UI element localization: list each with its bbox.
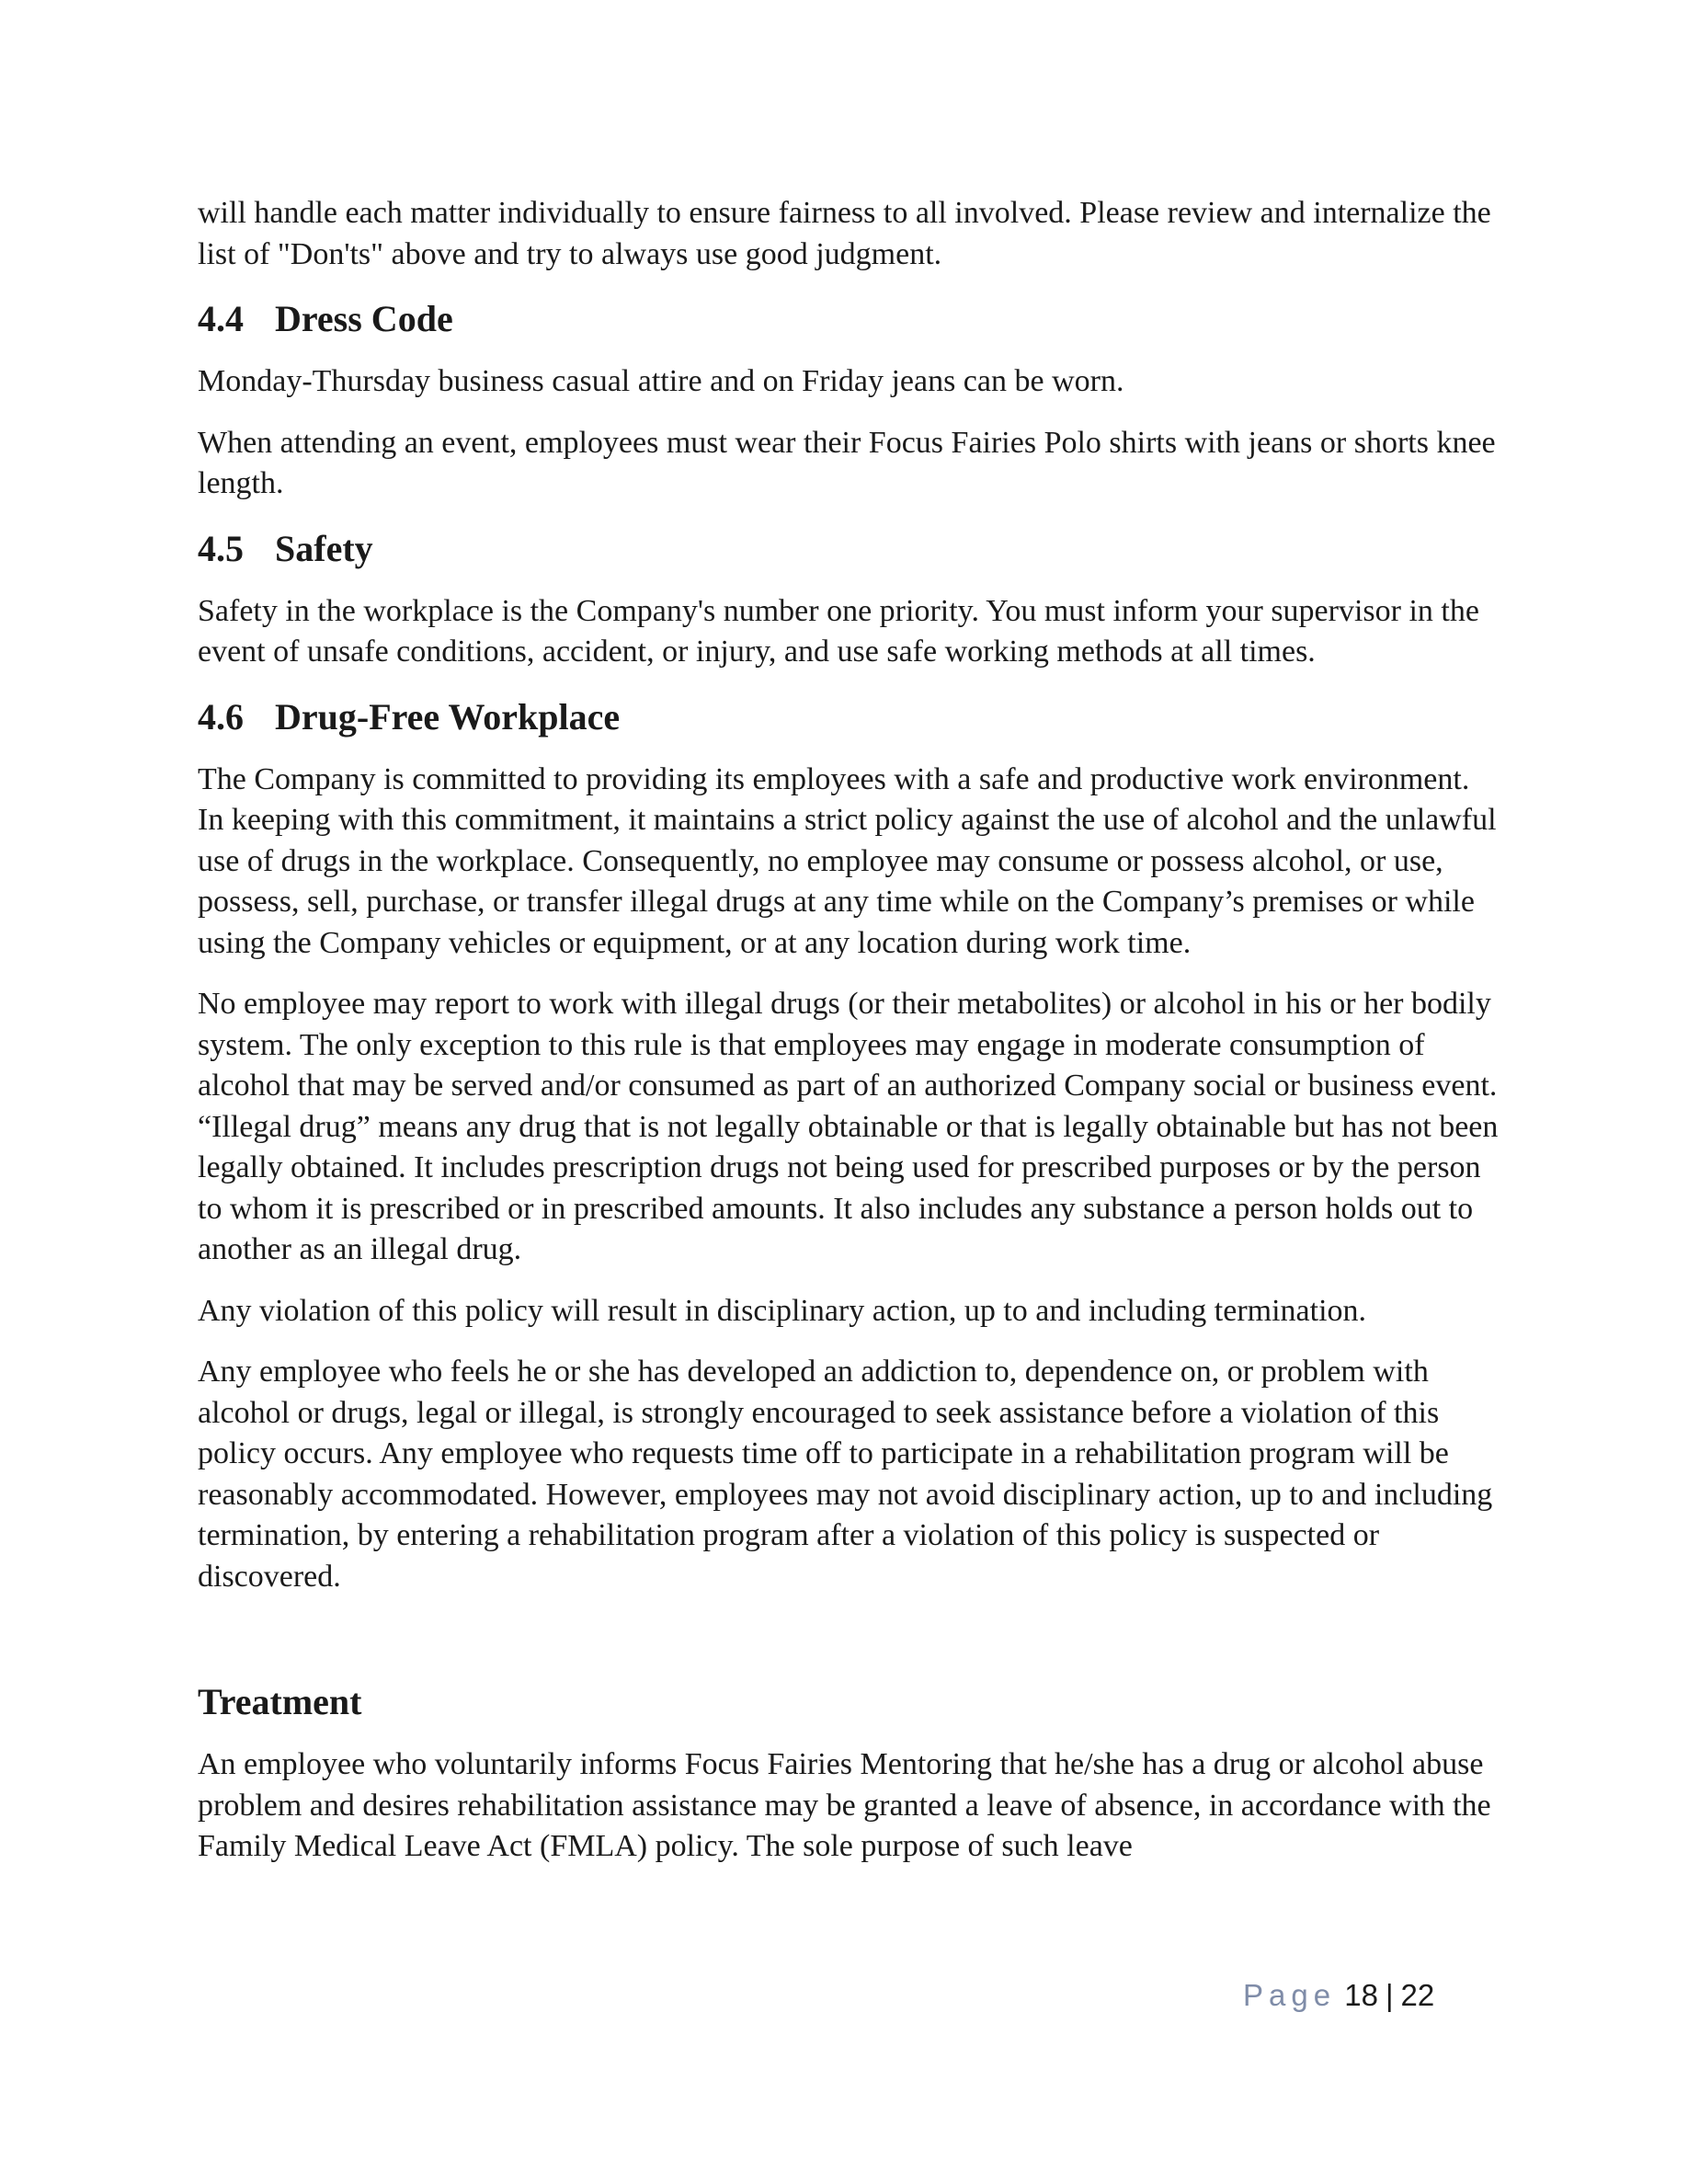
section-number: 4.6 [198, 695, 244, 738]
page-label: Page [1243, 1978, 1337, 2012]
page-separator: | [1385, 1978, 1394, 2012]
current-page-number: 18 [1344, 1978, 1378, 2012]
section-title: Safety [275, 527, 373, 569]
section-title: Drug-Free Workplace [275, 695, 621, 738]
section-number: 4.4 [198, 298, 244, 339]
document-page [198, 193, 1503, 1888]
section-heading-safety [198, 525, 1503, 573]
heading-treatment: Treatment [198, 1681, 362, 1722]
dress-code-paragraph-1: Monday-Thursday business casual attire and on Friday jeans can be worn. [198, 364, 1124, 398]
treatment-paragraph: An employee who voluntarily informs Focus Fairies Mentoring that he/she has a drug or alcohol abuse problem and desires rehabilitation assistance may be granted a leave of absence, in accordance with the Family Medical Leave Act (FMLA) policy. The sole purpose of such leave [198, 1747, 1491, 1863]
total-page-count: 22 [1400, 1978, 1435, 2012]
section-heading-dress-code [198, 295, 1503, 343]
intro-paragraph: will handle each matter individually to ensure fairness to all involved. Please review and internalize the list of "Don'ts" above and try to always use good judgment. [198, 196, 1491, 271]
drug-free-paragraph-2: No employee may report to work with illegal drugs (or their metabolites) or alcohol in his or her bodily system. The only exception to this rule is that employees may engage in moderate consumption of alcohol that may be served and/or consumed as part of an authorized Company social or business event. “Illegal drug” means any drug that is not legally obtainable or that is legally obtainable but has not been legally obtained. It includes prescription drugs not being used for prescribed purposes or by the person to whom it is prescribed or in prescribed amounts. It also includes any substance a person holds out to another as an illegal drug. [198, 987, 1499, 1266]
drug-free-paragraph-3: Any violation of this policy will result in disciplinary action, up to and including termination. [198, 1293, 1367, 1328]
page-footer [1243, 1977, 1434, 2014]
safety-paragraph: Safety in the workplace is the Company's number one priority. You must inform your supervisor in the event of unsafe conditions, accident, or injury, and use safe working methods at all times. [198, 593, 1479, 669]
drug-free-paragraph-4: Any employee who feels he or she has developed an addiction to, dependence on, or problem with alcohol or drugs, legal or illegal, is strongly encouraged to seek assistance before a violation of this policy occurs. Any employee who requests time off to participate in a rehabilitation program will be reasonably accommodated. However, employees may not avoid disciplinary action, up to and including termination, by entering a rehabilitation program after a violation of this policy is suspected or discovered. [198, 1355, 1493, 1594]
drug-free-paragraph-1: The Company is committed to providing its employees with a safe and productive work environment. In keeping with this commitment, it maintains a strict policy against the use of alcohol and the unlawful use of drugs in the workplace. Consequently, no employee may consume or possess alcohol, or use, possess, sell, purchase, or transfer illegal drugs at any time while on the Company’s premises or while using the Company vehicles or equipment, or at any location during work time. [198, 761, 1497, 960]
section-title: Dress Code [275, 298, 453, 339]
section-heading-drug-free-workplace [198, 693, 1503, 741]
spacer [198, 1618, 1503, 1678]
section-number: 4.5 [198, 527, 244, 569]
dress-code-paragraph-2: When attending an event, employees must wear their Focus Fairies Polo shirts with jeans or shorts knee length. [198, 425, 1496, 500]
